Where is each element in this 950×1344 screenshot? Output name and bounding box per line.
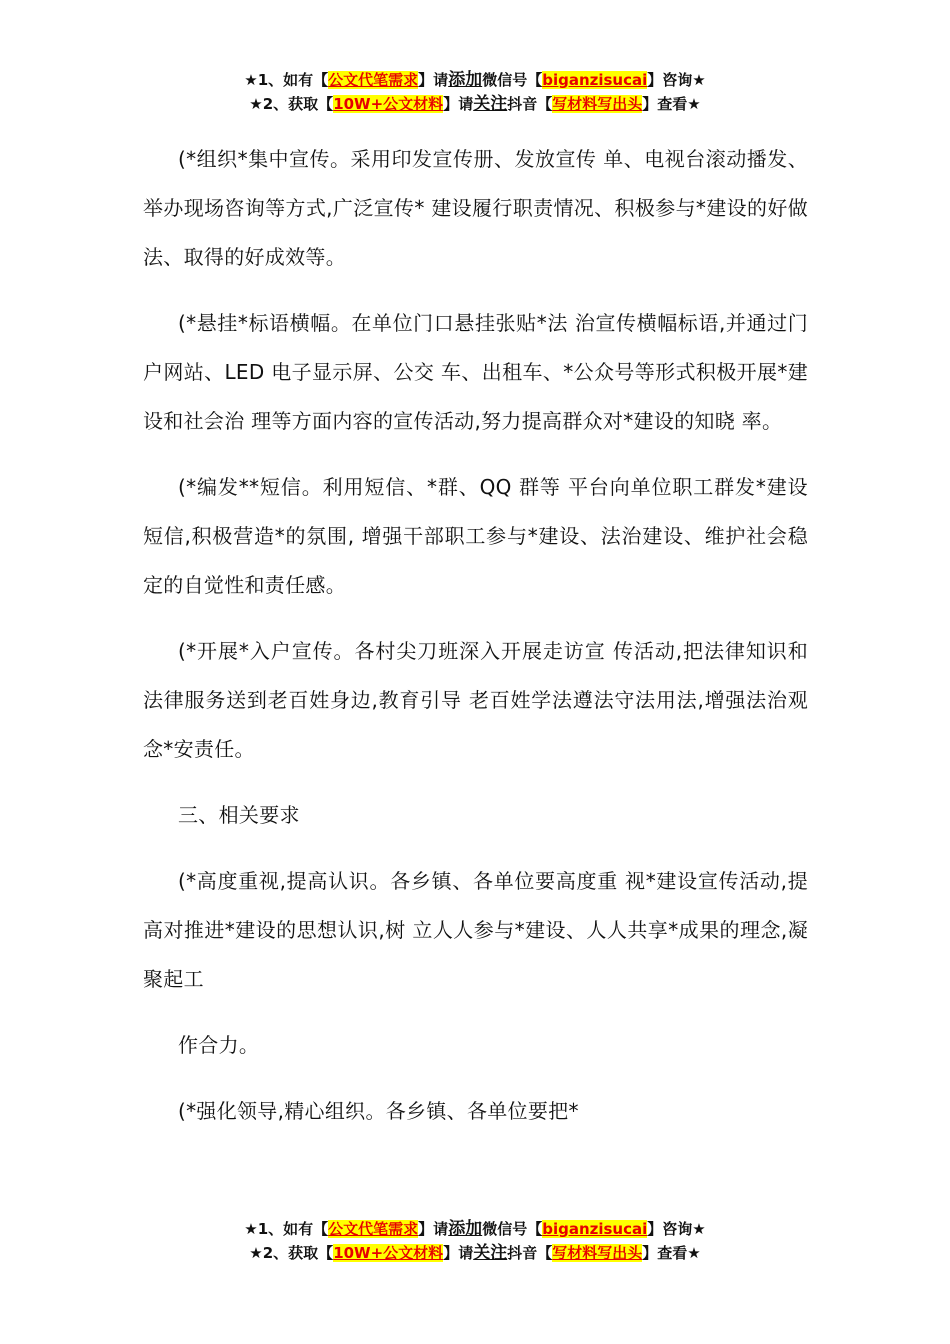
paragraph: (*组织*集中宣传。采用印发宣传册、发放宣传 单、电视台滚动播发、举办现场咨询等方式,广泛宣传* 建设履行职责情况、积极参与*建设的好做法、取得的好成效等。 bbox=[143, 147, 808, 269]
highlight-materials: 10W+公文材料 bbox=[333, 95, 444, 113]
banner-text: ★1、如有【 bbox=[244, 71, 329, 89]
highlight-ghostwriting: 公文代笔需求 bbox=[328, 1220, 419, 1238]
banner-text: 抖音【 bbox=[507, 1244, 553, 1262]
banner-text: ★1、如有【 bbox=[244, 1220, 329, 1238]
highlight-materials: 10W+公文材料 bbox=[333, 1244, 444, 1262]
highlight-douyin-account: 写材料写出头 bbox=[552, 1244, 643, 1262]
highlight-douyin-account: 写材料写出头 bbox=[552, 95, 643, 113]
banner-text: 】查看★ bbox=[642, 1244, 701, 1262]
banner-line-2 bbox=[0, 92, 950, 116]
banner-emphasis: 关注 bbox=[473, 1243, 508, 1263]
banner-text: 】查看★ bbox=[642, 95, 701, 113]
banner-text: ★2、获取【 bbox=[249, 95, 334, 113]
banner-line-1 bbox=[0, 68, 950, 92]
highlight-ghostwriting: 公文代笔需求 bbox=[328, 71, 419, 89]
banner-emphasis: 关注 bbox=[473, 94, 508, 114]
banner-text: 】请 bbox=[418, 71, 449, 89]
document-body bbox=[143, 135, 808, 1185]
paragraph: (*开展*入户宣传。各村尖刀班深入开展走访宣 传活动,把法律知识和法律服务送到老百姓身边,教育引导 老百姓学法遵法守法用法,增强法治观念*安责任。 bbox=[143, 639, 808, 761]
section-heading: 三、相关要求 bbox=[178, 803, 300, 827]
banner-emphasis: 添加 bbox=[448, 70, 483, 90]
banner-text: 】咨询★ bbox=[647, 71, 706, 89]
banner-line-2 bbox=[0, 1241, 950, 1265]
header-banner bbox=[0, 68, 950, 116]
banner-text: 微信号【 bbox=[482, 71, 543, 89]
banner-text: ★2、获取【 bbox=[249, 1244, 334, 1262]
paragraph: 作合力。 bbox=[178, 1033, 260, 1057]
paragraph: (*强化领导,精心组织。各乡镇、各单位要把* bbox=[178, 1099, 579, 1123]
banner-text: 】咨询★ bbox=[647, 1220, 706, 1238]
banner-text: 】请 bbox=[443, 1244, 474, 1262]
highlight-wechat-id: biganzisucai bbox=[542, 71, 648, 89]
highlight-wechat-id: biganzisucai bbox=[542, 1220, 648, 1238]
paragraph: (*悬挂*标语横幅。在单位门口悬挂张贴*法 治宣传横幅标语,并通过门户网站、LED 电子显示屏、公交 车、出租车、*公众号等形式积极开展*建设和社会治 理等方面内容的宣传活动,努力提高群众对*建设的知晓 率。 bbox=[143, 311, 808, 433]
banner-text: 】请 bbox=[418, 1220, 449, 1238]
banner-emphasis: 添加 bbox=[448, 1219, 483, 1239]
banner-text: 抖音【 bbox=[507, 95, 553, 113]
banner-line-1 bbox=[0, 1217, 950, 1241]
paragraph: (*高度重视,提高认识。各乡镇、各单位要高度重 视*建设宣传活动,提高对推进*建设的思想认识,树 立人人参与*建设、人人共享*成果的理念,凝聚起工 bbox=[143, 869, 808, 991]
paragraph: (*编发**短信。利用短信、*群、QQ 群等 平台向单位职工群发*建设短信,积极营造*的氛围, 增强干部职工参与*建设、法治建设、维护社会稳定的自觉性和责任感。 bbox=[143, 475, 808, 597]
banner-text: 微信号【 bbox=[482, 1220, 543, 1238]
banner-text: 】请 bbox=[443, 95, 474, 113]
footer-banner bbox=[0, 1217, 950, 1265]
